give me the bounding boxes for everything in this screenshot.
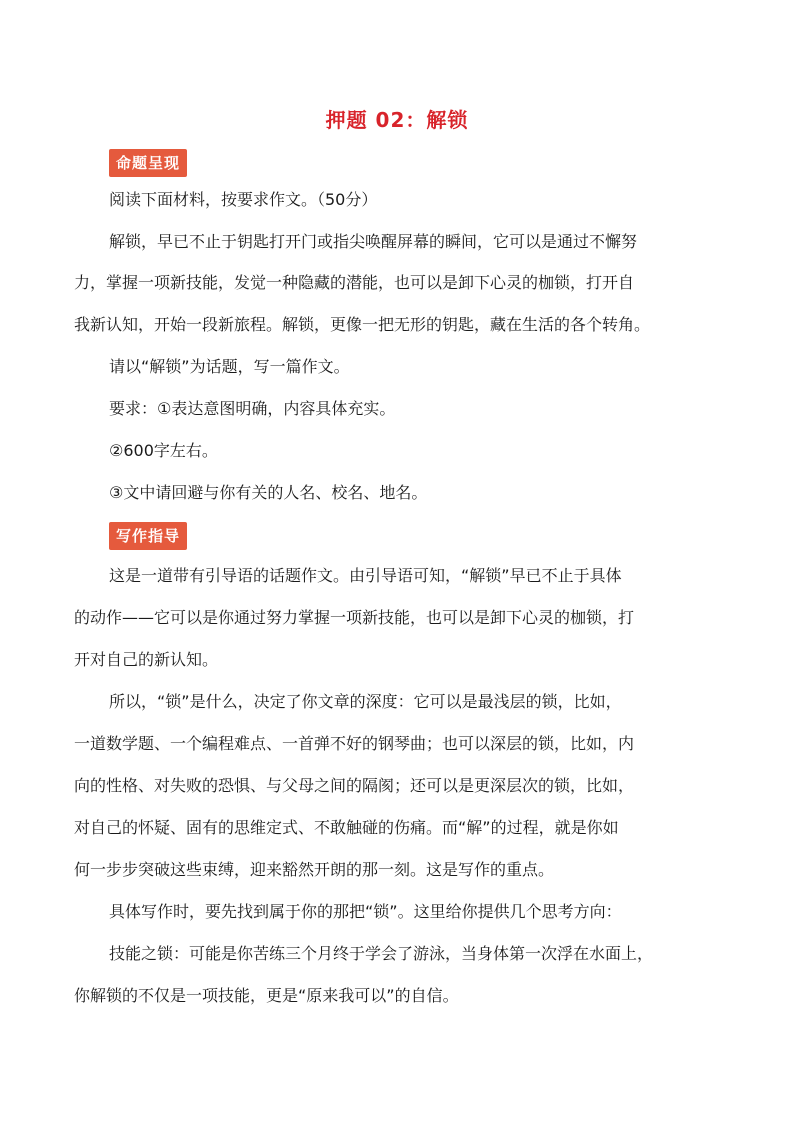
guide-line: 技能之锁：可能是你苦练三个月终于学会了游泳，当身体第一次浮在水面上， xyxy=(109,944,654,963)
instruction-line: 阅读下面材料，按要求作文。（50分） xyxy=(109,190,378,209)
page-title: 押题 02：解锁 xyxy=(325,108,469,132)
guide-line: 这是一道带有引导语的话题作文。由引导语可知，“解锁”早已不止于具体 xyxy=(109,566,622,585)
material-line: 我新认知，开始一段新旅程。解锁，更像一把无形的钥匙，藏在生活的各个转角。 xyxy=(74,315,651,334)
section-badge-guide: 写作指导 xyxy=(109,522,187,550)
requirement-line: 要求：①表达意图明确，内容具体充实。 xyxy=(109,399,396,418)
guide-line: 何一步步突破这些束缚，迎来豁然开朗的那一刻。这是写作的重点。 xyxy=(74,860,555,879)
requirement-line: ③文中请回避与你有关的人名、校名、地名。 xyxy=(109,483,428,502)
guide-line: 向的性格、对失败的恐惧、与父母之间的隔阂；还可以是更深层次的锁，比如， xyxy=(74,776,635,795)
guide-line: 具体写作时，要先找到属于你的那把“锁”。这里给你提供几个思考方向： xyxy=(109,902,622,921)
guide-line: 开对自己的新认知。 xyxy=(74,650,219,669)
guide-line: 的动作——它可以是你通过努力掌握一项新技能，也可以是卸下心灵的枷锁，打 xyxy=(74,608,635,627)
requirement-line: ②600字左右。 xyxy=(109,441,218,460)
guide-line: 对自己的怀疑、固有的思维定式、不敢触碰的伤痛。而“解”的过程，就是你如 xyxy=(74,818,619,837)
guide-line: 一道数学题、一个编程难点、一首弹不好的钢琴曲；也可以深层的锁，比如，内 xyxy=(74,734,635,753)
material-line: 解锁，早已不止于钥匙打开门或指尖唤醒屏幕的瞬间，它可以是通过不懈努 xyxy=(109,232,638,251)
section-badge-topic: 命题呈现 xyxy=(109,149,187,177)
guide-line: 你解锁的不仅是一项技能，更是“原来我可以”的自信。 xyxy=(74,986,459,1005)
material-line: 力，掌握一项新技能，发觉一种隐藏的潜能，也可以是卸下心灵的枷锁，打开自 xyxy=(74,273,635,292)
guide-line: 所以，“锁”是什么，决定了你文章的深度：它可以是最浅层的锁，比如， xyxy=(109,692,622,711)
prompt-line: 请以“解锁”为话题，写一篇作文。 xyxy=(109,357,350,376)
